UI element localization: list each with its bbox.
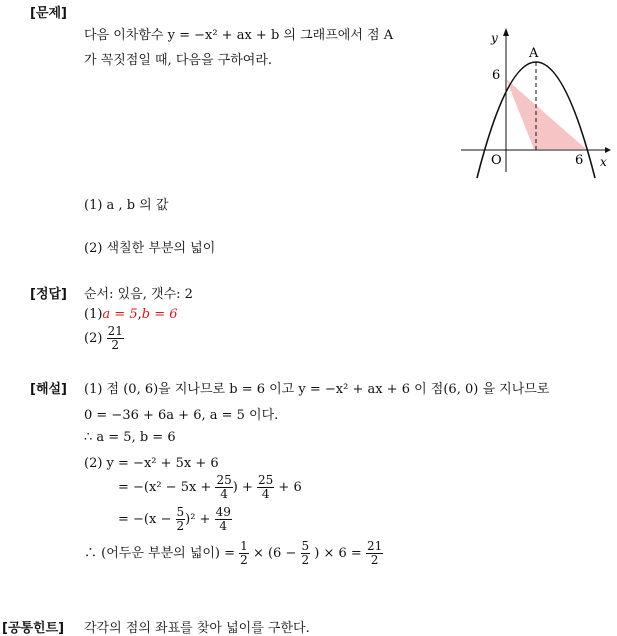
hint-label: [공통힌트] (2, 621, 65, 636)
parabola-graph (455, 22, 615, 182)
answer-b-value: b = 6 (141, 307, 178, 322)
answer-part-2 (84, 325, 124, 352)
problem-line-2: 가 꼭짓점일 때, 다음을 구하여라. (84, 53, 273, 68)
y-axis-label: y (491, 31, 498, 45)
solution-label: [해설] (30, 382, 67, 397)
answer-part-1 (84, 307, 178, 322)
solution-line-2: 0 = −36 + 6a + 6, a = 5 이다. (84, 408, 279, 423)
solution-line-4: (2) y = −x² + 5x + 6 (84, 456, 219, 471)
problem-label: [문제] (30, 6, 67, 21)
answer-line-1: 순서: 있음, 갯수: 2 (84, 287, 193, 302)
solution-line-5: = −(x² − 5x + $\frac{25}{4}$ ) + $\frac{25}{4}$ + 6 (118, 473, 302, 501)
question-2: (2) 색칠한 부분의 넓이 (84, 241, 216, 256)
solution-line-3: ∴ a = 5, b = 6 (84, 430, 176, 445)
origin-label: O (491, 153, 502, 168)
fraction-1-2: $\frac{1}{2}$ (240, 539, 248, 567)
x-tick-label: 6 (575, 153, 584, 168)
fraction-5-2: $\frac{5}{2}$ (176, 505, 185, 533)
question-1: (1) a , b 의 값 (84, 198, 169, 213)
fraction-25-4-b: $\frac{25}{4}$ (258, 473, 274, 501)
answer-a-value: a = 5 (102, 307, 138, 322)
x-axis-arrow-icon (605, 147, 611, 153)
y-axis-arrow-icon (503, 28, 509, 36)
shaded-triangle (506, 79, 586, 149)
answer-fraction: $\frac{21}{2}$ (107, 324, 123, 352)
fraction-25-4-a: $\frac{25}{4}$ (216, 473, 232, 501)
answer-separator: , (137, 307, 142, 322)
fraction-49-4: $\frac{49}{4}$ (215, 505, 231, 533)
hint-text: 각각의 점의 좌표를 찾아 넓이를 구한다. (84, 621, 310, 636)
answer-part-1-prefix: (1) (84, 307, 103, 322)
solution-line-1: (1) 점 (0, 6)을 지나므로 b = 6 이고 y = −x² + ax + 6 이 점(6, 0) 을 지나므로 (84, 382, 550, 397)
solution-line-7: ∴ (어두운 부분의 넓이) = $\frac{1}{2}$ × (6 − $\frac{5}{2}$ ) × 6 = $\frac{21}{2}$ (84, 539, 383, 567)
problem-line-1: 다음 이차함수 y = −x² + ax + b 의 그래프에서 점 A (84, 28, 394, 43)
fraction-21-2: $\frac{21}{2}$ (366, 539, 383, 567)
y-tick-label: 6 (492, 68, 501, 83)
answer-part-2-prefix: (2) (84, 331, 103, 346)
fraction-5-2-b: $\frac{5}{2}$ (301, 539, 310, 567)
x-axis-label: x (600, 155, 607, 169)
vertex-label: A (529, 46, 539, 61)
answer-label: [정답] (30, 287, 67, 302)
solution-line-6: = −(x − $\frac{5}{2}$ )² + $\frac{49}{4}$ (118, 505, 231, 533)
